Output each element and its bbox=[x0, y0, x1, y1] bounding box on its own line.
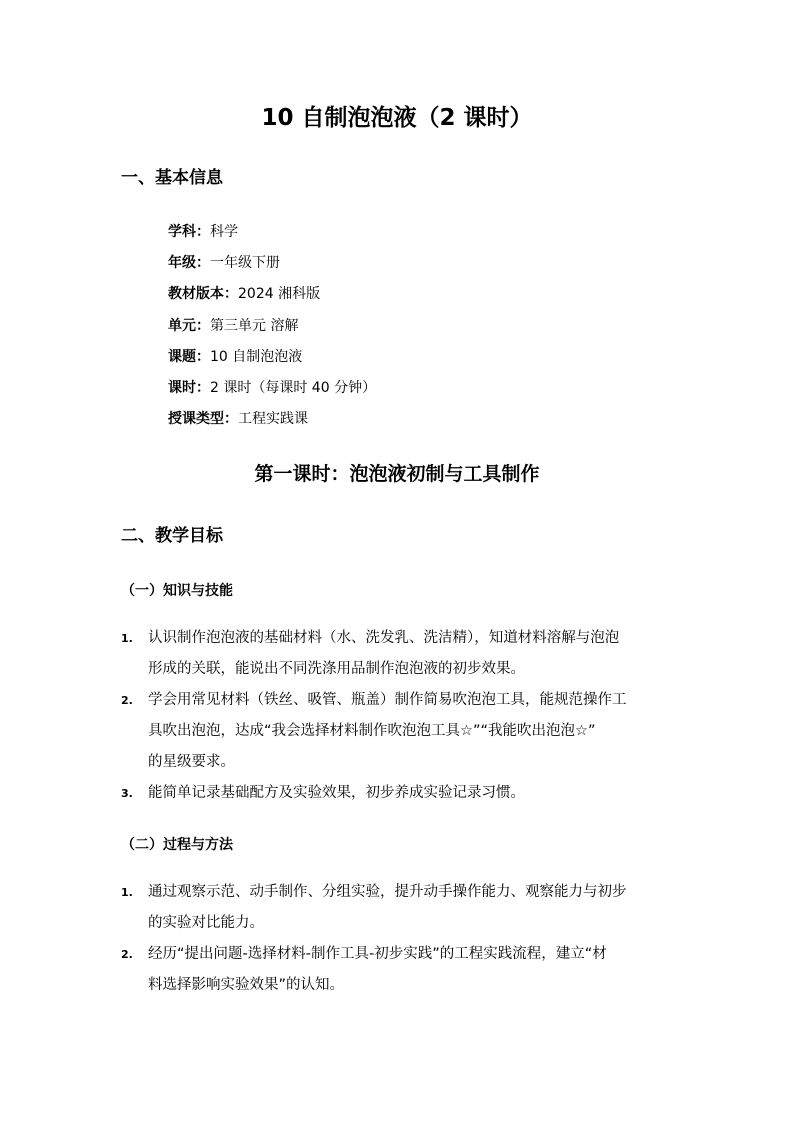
info-key: 年级： bbox=[168, 255, 210, 272]
list-line: 的实验对比能力。 bbox=[148, 915, 264, 931]
list-number: 1. bbox=[121, 886, 133, 899]
info-key: 学科： bbox=[168, 224, 210, 240]
info-key: 授课类型： bbox=[168, 411, 238, 428]
list-number: 3. bbox=[121, 787, 133, 800]
info-value: 一年级下册 bbox=[210, 255, 280, 272]
subsection-heading-knowledge: （一）知识与技能 bbox=[121, 583, 233, 599]
info-value: 科学 bbox=[210, 224, 238, 240]
info-row-unit bbox=[168, 313, 668, 344]
list-item bbox=[121, 939, 701, 1001]
lesson-title: 第一课时：泡泡液初制与工具制作 bbox=[254, 463, 540, 485]
info-key: 课时： bbox=[168, 379, 210, 396]
info-row-edition bbox=[168, 281, 668, 312]
info-key: 课题： bbox=[168, 348, 210, 365]
info-row-topic bbox=[168, 344, 668, 375]
info-row-grade bbox=[168, 250, 668, 281]
list-item bbox=[121, 623, 701, 685]
list-item bbox=[121, 877, 701, 939]
list-number: 2. bbox=[121, 948, 133, 961]
list-line: 具吹出泡泡，达成“我会选择材料制作吹泡泡工具☆”“我能吹出泡泡☆” bbox=[148, 723, 596, 739]
info-value: 第三单元 溶解 bbox=[210, 317, 299, 334]
info-key: 教材版本： bbox=[168, 286, 238, 303]
info-value: 2 课时（每课时 40 分钟） bbox=[210, 379, 377, 396]
list-line: 认识制作泡泡液的基础材料（水、洗发乳、洗洁精），知道材料溶解与泡泡 bbox=[148, 630, 620, 646]
list-number: 1. bbox=[121, 632, 133, 645]
info-value: 2024 湘科版 bbox=[238, 286, 321, 303]
list-line: 的星级要求。 bbox=[148, 754, 235, 770]
info-row-lesson-type bbox=[168, 406, 668, 437]
list-line: 形成的关联，能说出不同洗涤用品制作泡泡液的初步效果。 bbox=[148, 661, 525, 677]
document-title: 10 自制泡泡液（2 课时） bbox=[261, 105, 533, 131]
info-key: 单元： bbox=[168, 317, 210, 334]
info-row-subject bbox=[168, 219, 668, 250]
list-line: 经历“提出问题-选择材料-制作工具-初步实践”的工程实践流程，建立“材 bbox=[148, 946, 607, 962]
info-row-periods bbox=[168, 375, 668, 406]
list-item bbox=[121, 778, 701, 809]
section-heading-objectives: 二、教学目标 bbox=[121, 526, 223, 546]
process-list bbox=[121, 877, 701, 1001]
section-heading-basic-info: 一、基本信息 bbox=[121, 168, 223, 188]
knowledge-list bbox=[121, 623, 701, 809]
list-number: 2. bbox=[121, 694, 133, 707]
list-line: 通过观察示范、动手制作、分组实验，提升动手操作能力、观察能力与初步 bbox=[148, 884, 627, 900]
basic-info-list bbox=[168, 219, 668, 437]
list-item bbox=[121, 685, 701, 778]
info-value: 10 自制泡泡液 bbox=[210, 348, 303, 365]
list-line: 料选择影响实验效果”的认知。 bbox=[148, 977, 345, 993]
list-line: 学会用常见材料（铁丝、吸管、瓶盖）制作简易吹泡泡工具，能规范操作工 bbox=[148, 692, 627, 708]
info-value: 工程实践课 bbox=[238, 411, 308, 428]
subsection-heading-process: （二）过程与方法 bbox=[121, 837, 233, 853]
list-line: 能简单记录基础配方及实验效果，初步养成实验记录习惯。 bbox=[148, 785, 525, 801]
